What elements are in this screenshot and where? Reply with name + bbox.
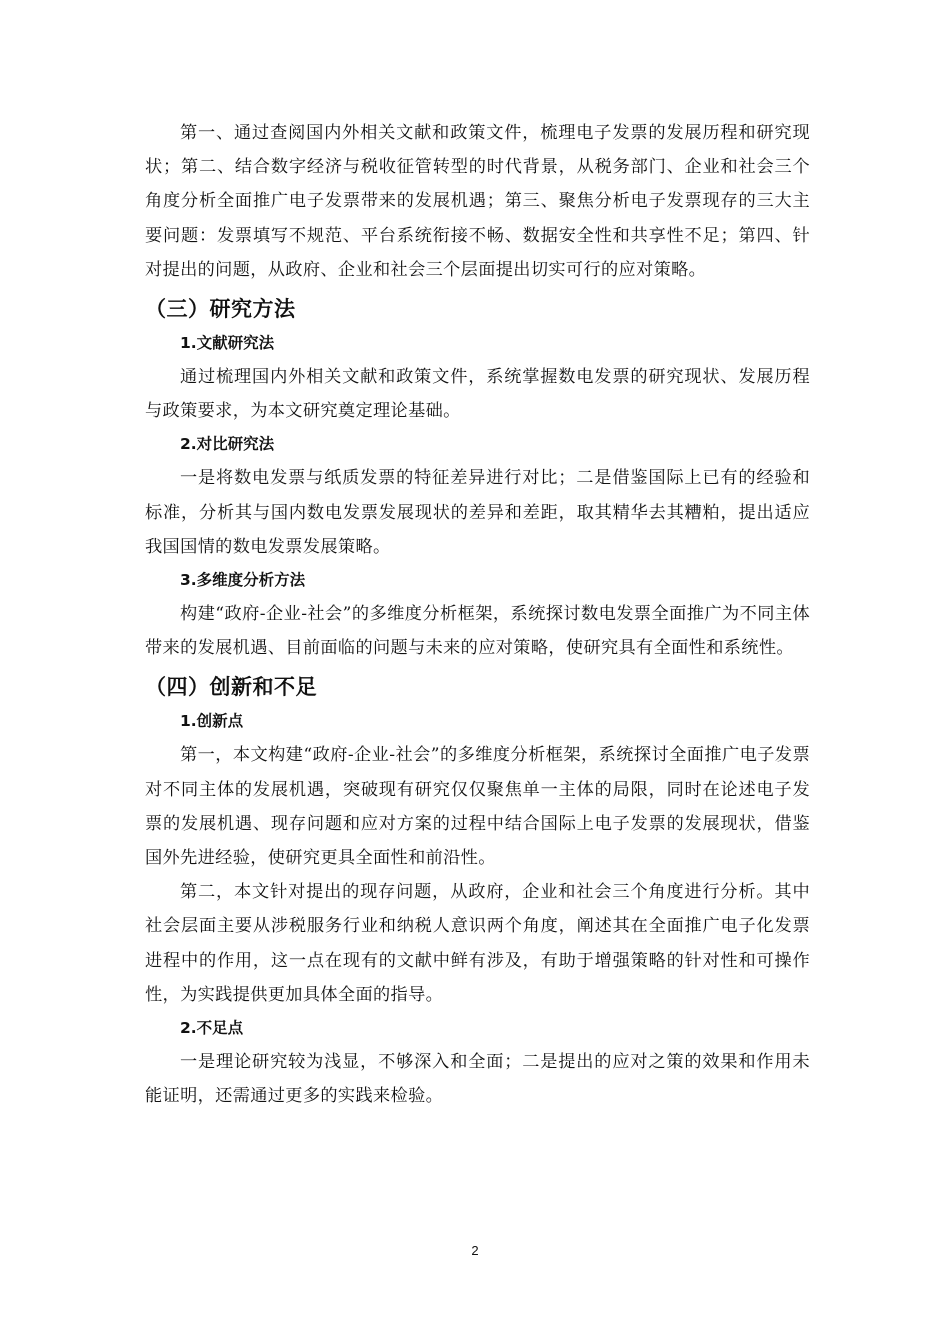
innovation-paragraph-2: 第二，本文针对提出的现存问题，从政府，企业和社会三个角度进行分析。其中社会层面主要从涉税服务行业和纳税人意识两个角度，阐述其在全面推广电子化发票进程中的作用，这一点在现有的文献中鲜有涉及，有助于增强策略的针对性和可操作性，为实践提供更加具体全面的指导。	[145, 882, 810, 1005]
intro-paragraph: 第一、通过查阅国内外相关文献和政策文件，梳理电子发票的发展历程和研究现状；第二、结合数字经济与税收征管转型的时代背景，从税务部门、企业和社会三个角度分析全面推广电子发票带来的发展机遇；第三、聚焦分析电子发票现存的三大主要问题：发票填写不规范、平台系统衔接不畅、数据安全性和共享性不足；第四、针对提出的问题，从政府、企业和社会三个层面提出切实可行的应对策略。	[145, 123, 810, 280]
subheading-innovation: 1.创新点	[180, 712, 244, 731]
subheading-comparative-research: 2.对比研究法	[180, 435, 275, 454]
literature-research-paragraph: 通过梳理国内外相关文献和政策文件，系统掌握数电发票的研究现状、发展历程与政策要求，为本文研究奠定理论基础。	[145, 367, 810, 422]
subheading-shortcomings: 2.不足点	[180, 1019, 244, 1038]
subheading-literature-research: 1.文献研究法	[180, 334, 275, 353]
document-body	[145, 116, 810, 1113]
comparative-research-paragraph: 一是将数电发票与纸质发票的特征差异进行对比；二是借鉴国际上已有的经验和标准，分析其与国内数电发票发展现状的差异和差距，取其精华去其糟粕，提出适应我国国情的数电发票发展策略。	[145, 468, 810, 557]
multidimensional-analysis-paragraph: 构建“政府-企业-社会”的多维度分析框架，系统探讨数电发票全面推广为不同主体带来的发展机遇、目前面临的问题与未来的应对策略，使研究具有全面性和系统性。	[145, 604, 810, 659]
shortcomings-paragraph: 一是理论研究较为浅显，不够深入和全面；二是提出的应对之策的效果和作用未能证明，还需通过更多的实践来检验。	[145, 1052, 810, 1107]
subheading-multidimensional-analysis: 3.多维度分析方法	[180, 571, 306, 590]
page-number: 2	[471, 1243, 479, 1258]
section-heading-innovation-shortcomings: （四）创新和不足	[145, 675, 317, 700]
section-heading-research-methods: （三）研究方法	[145, 297, 296, 322]
innovation-paragraph-1: 第一，本文构建“政府-企业-社会”的多维度分析框架，系统探讨全面推广电子发票对不同主体的发展机遇，突破现有研究仅仅聚焦单一主体的局限，同时在论述电子发票的发展机遇、现存问题和应对方案的过程中结合国际上电子发票的发展现状，借鉴国外先进经验，使研究更具全面性和前沿性。	[145, 745, 810, 869]
